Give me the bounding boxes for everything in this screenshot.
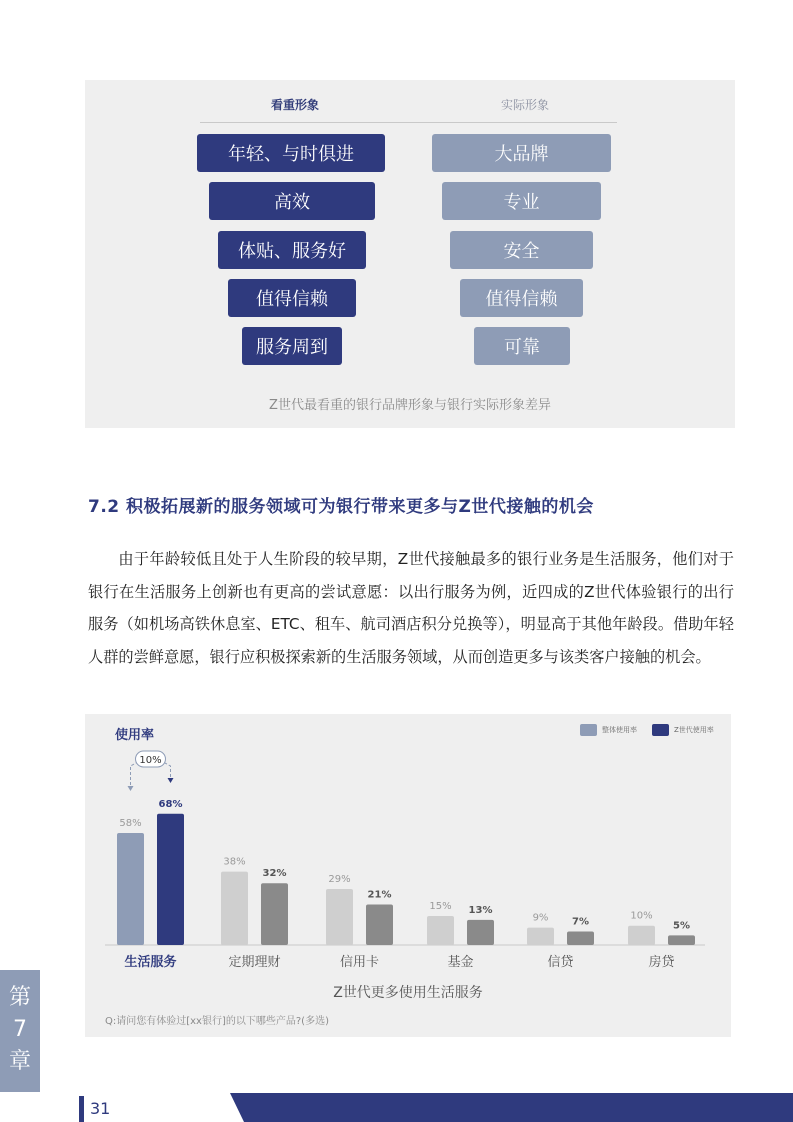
data-label-z-4: 7%	[572, 916, 589, 928]
annotation-left-arrow	[128, 786, 134, 791]
category-label-5: 房贷	[648, 955, 675, 970]
footer-bar	[230, 1093, 793, 1122]
bar-overall-3	[427, 916, 454, 945]
left-funnel-item: 服务周到	[242, 327, 342, 365]
data-label-z-2: 21%	[367, 889, 392, 901]
bar-overall-4	[527, 928, 554, 945]
usage-bar-chart	[85, 714, 731, 979]
bar-overall-1	[221, 872, 248, 945]
bar-z-0	[157, 814, 184, 945]
data-label-z-5: 5%	[673, 920, 690, 932]
funnel-caption: Z世代最看重的银行品牌形象与银行实际形象差异	[269, 398, 551, 413]
left-funnel-item: 高效	[209, 182, 375, 220]
data-label-overall-5: 10%	[630, 910, 653, 922]
body-paragraph	[88, 543, 734, 673]
category-label-1: 定期理财	[228, 955, 281, 970]
chart-title: Z世代更多使用生活服务	[333, 985, 483, 1001]
bar-overall-2	[326, 889, 353, 945]
right-funnel-item: 专业	[442, 182, 601, 220]
paragraph-text: 由于年龄较低且处于人生阶段的较早期，Z世代接触最多的银行业务是生活服务，他们对于银行在生活服务上创新也有更高的尝试意愿：以出行服务为例，近四成的Z世代体验银行的出行服务（如机场高铁休息室、ETC、租车、航司酒店积分兑换等），明显高于其他年龄段。借助年轻人群的尝鲜意愿，银行应积极探索新的生活服务领域，从而创造更多与该类客户接触的机会。	[88, 550, 734, 666]
chapter-tab	[0, 970, 40, 1092]
data-label-overall-0: 58%	[119, 818, 142, 830]
annotation-text: 10%	[139, 755, 162, 766]
category-label-3: 基金	[447, 955, 474, 970]
right-funnel-item: 值得信赖	[460, 279, 583, 317]
data-label-overall-2: 29%	[328, 874, 351, 886]
right-funnel-item: 大品牌	[432, 134, 611, 172]
category-label-4: 信贷	[547, 955, 574, 970]
chapter-tab-line2: 7	[13, 1017, 27, 1042]
header-divider	[200, 122, 617, 123]
left-funnel-item: 体贴、服务好	[218, 231, 366, 269]
bar-z-1	[261, 883, 288, 945]
legend-swatch-z	[652, 724, 669, 736]
right-funnel-item: 安全	[450, 231, 593, 269]
left-column-header: 看重形象	[270, 98, 319, 112]
chapter-tab-line1: 第	[8, 985, 31, 1010]
right-column-header: 实际形象	[500, 98, 549, 112]
bar-overall-5	[628, 926, 655, 945]
data-label-overall-3: 15%	[429, 901, 452, 913]
right-funnel-item: 可靠	[474, 327, 570, 365]
chart-question-note: Q:请问您有体验过[xx银行]的以下哪些产品?(多选)	[105, 1016, 329, 1027]
data-label-z-1: 32%	[262, 868, 287, 880]
left-funnel-item: 值得信赖	[228, 279, 356, 317]
left-funnel-item: 年轻、与时俱进	[197, 134, 385, 172]
usage-chart-panel	[85, 714, 731, 1037]
legend-item-overall	[580, 724, 637, 736]
legend-swatch-overall	[580, 724, 597, 736]
bar-z-2	[366, 904, 393, 945]
page-number: 31	[90, 1099, 111, 1118]
bar-z-4	[567, 931, 594, 945]
annotation-right-arrow	[168, 778, 174, 783]
data-label-z-0: 68%	[158, 798, 183, 810]
footer-accent-mark	[79, 1096, 84, 1122]
bar-z-3	[467, 920, 494, 945]
category-label-2: 信用卡	[339, 955, 380, 970]
data-label-overall-4: 9%	[532, 912, 549, 924]
legend-item-z	[652, 724, 714, 736]
legend-label-z: Z世代使用率	[674, 726, 714, 734]
chart-y-label: 使用率	[115, 728, 155, 743]
data-label-z-3: 13%	[468, 904, 493, 916]
chapter-tab-line3: 章	[8, 1049, 31, 1074]
brand-image-panel	[85, 80, 735, 428]
data-label-overall-1: 38%	[223, 856, 246, 868]
bar-z-5	[668, 935, 695, 945]
category-label-0: 生活服务	[124, 955, 177, 970]
section-title: 7.2 积极拓展新的服务领域可为银行带来更多与Z世代接触的机会	[88, 497, 594, 517]
legend-label-overall: 整体使用率	[602, 726, 637, 734]
bar-overall-0	[117, 833, 144, 945]
